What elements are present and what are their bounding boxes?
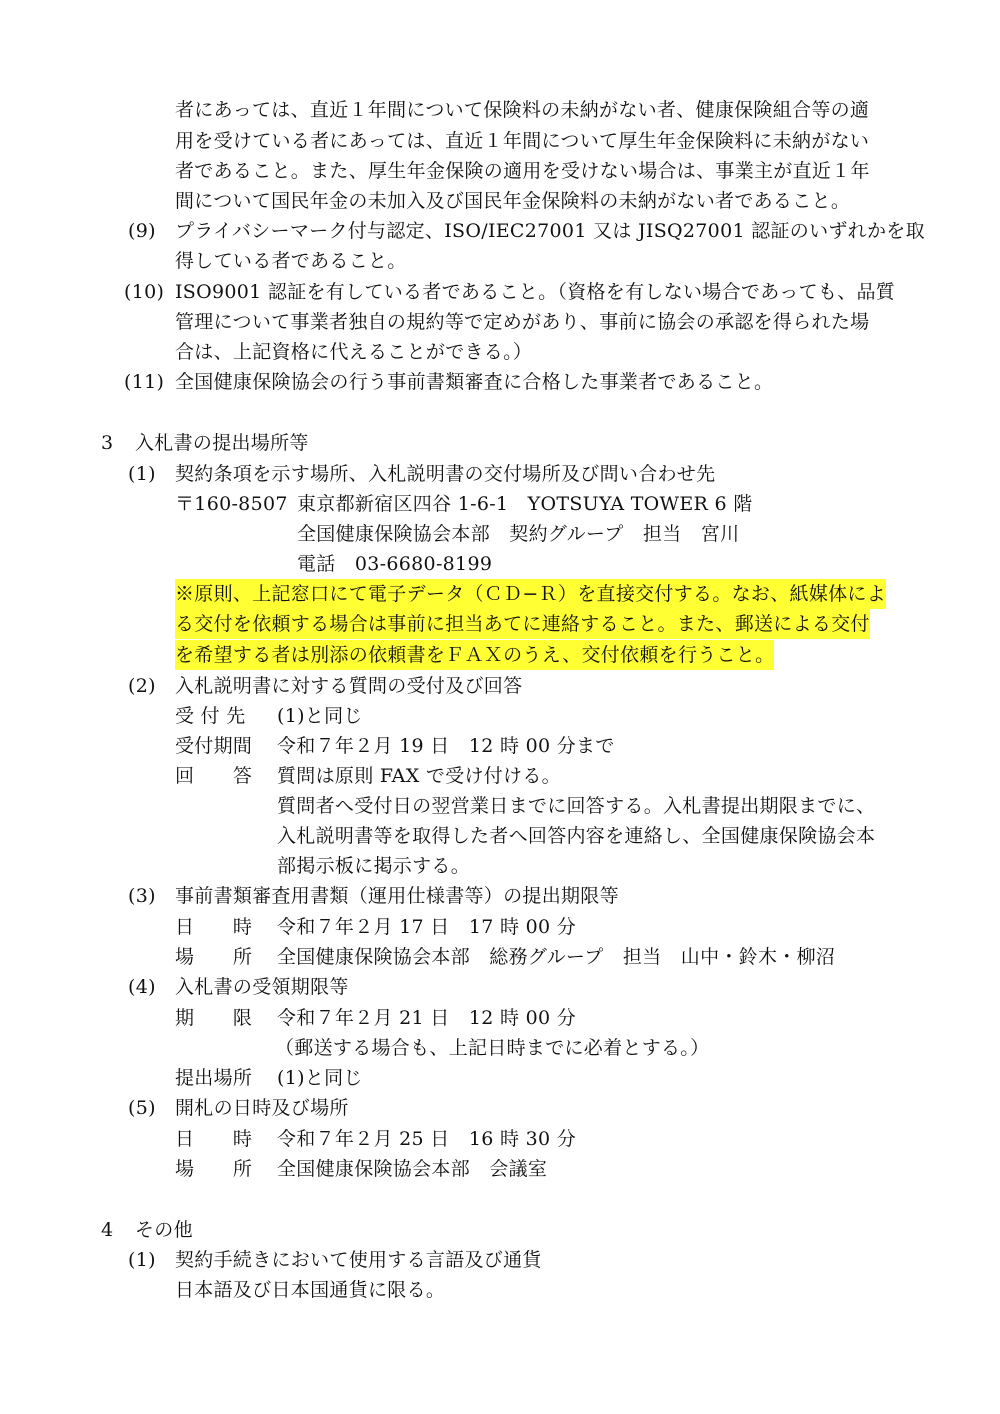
- highlighted-note: ※原則、上記窓口にて電子データ（ＣＤ−Ｒ）を直接交付する。なお、紙媒体によ: [175, 579, 886, 609]
- field-value: 令和７年２月 17 日 17 時 00 分: [277, 916, 577, 938]
- item-number: (1): [128, 463, 156, 485]
- field-value: 部掲示板に掲示する。: [277, 855, 471, 877]
- item-title: 契約手続きにおいて使用する言語及び通貨: [175, 1249, 542, 1271]
- body-line: 間について国民年金の未加入及び国民年金保険料の未納がない者であること。: [175, 190, 851, 212]
- field-value: 令和７年２月 19 日 12 時 00 分まで: [277, 735, 615, 757]
- field-value: 質問は原則 FAX で受け付ける。: [277, 765, 561, 787]
- contact-org: 全国健康保険協会本部 契約グループ 担当 宮川: [297, 523, 740, 545]
- item-number: (2): [128, 675, 156, 697]
- item-number: (1): [128, 1249, 156, 1271]
- body-line: 者であること。また、厚生年金保険の適用を受けない場合は、事業主が直近１年: [175, 160, 870, 182]
- field-label: 場 所: [175, 946, 253, 968]
- item-title: 開札の日時及び場所: [175, 1097, 349, 1119]
- field-value: （郵送する場合も、上記日時までに必着とする。）: [275, 1037, 710, 1059]
- field-value: (1)と同じ: [277, 705, 363, 727]
- body-line: 管理について事業者独自の規約等で定めがあり、事前に協会の承認を得られた場: [175, 311, 870, 333]
- field-label: 提出場所: [175, 1067, 253, 1089]
- field-label: 場 所: [175, 1158, 253, 1180]
- body-line: 得している者であること。: [175, 250, 407, 272]
- section-title: 入札書の提出場所等: [135, 432, 309, 454]
- item-title: 入札説明書に対する質問の受付及び回答: [175, 675, 523, 697]
- field-label: 回 答: [175, 765, 253, 787]
- item-number: (10): [124, 281, 165, 303]
- item-number: (4): [128, 976, 156, 998]
- item-number: (3): [128, 885, 156, 907]
- highlighted-note: る交付を依頼する場合は事前に担当あてに連絡すること。また、郵送による交付: [175, 609, 870, 639]
- item-number: (5): [128, 1097, 156, 1119]
- field-label: 日 時: [175, 1128, 253, 1150]
- section-number: 3: [101, 432, 114, 454]
- field-label: 受 付 先: [175, 705, 246, 727]
- item-title: 契約条項を示す場所、入札説明書の交付場所及び問い合わせ先: [175, 463, 716, 485]
- item-number: (9): [128, 220, 156, 242]
- address: 東京都新宿区四谷 1-6-1 YOTSUYA TOWER 6 階: [297, 493, 753, 515]
- field-label: 日 時: [175, 916, 253, 938]
- item-title: 事前書類審査用書類（運用仕様書等）の提出期限等: [175, 885, 619, 907]
- item-number: (11): [124, 371, 165, 393]
- field-value: 全国健康保険協会本部 総務グループ 担当 山中・鈴木・柳沼: [277, 946, 836, 968]
- body-line: ISO9001 認証を有している者であること。（資格を有しない場合であっても、品質: [175, 281, 896, 303]
- field-value: (1)と同じ: [277, 1067, 363, 1089]
- field-value: 全国健康保険協会本部 会議室: [277, 1158, 548, 1180]
- body-line: 全国健康保険協会の行う事前書類審査に合格した事業者であること。: [175, 371, 774, 393]
- body-line: 者にあっては、直近１年間について保険料の未納がない者、健康保険組合等の適: [175, 99, 870, 121]
- body-line: 用を受けている者にあっては、直近１年間について厚生年金保険料に未納がない: [175, 130, 870, 152]
- section-title: その他: [135, 1219, 193, 1241]
- field-value: 入札説明書等を取得した者へ回答内容を連絡し、全国健康保険協会本: [277, 825, 876, 847]
- section-number: 4: [101, 1219, 114, 1241]
- item-title: 入札書の受領期限等: [175, 976, 349, 998]
- field-label: 受付期間: [175, 735, 253, 757]
- field-value: 令和７年２月 25 日 16 時 30 分: [277, 1128, 577, 1150]
- field-label: 期 限: [175, 1007, 253, 1029]
- body-line: 日本語及び日本国通貨に限る。: [175, 1279, 446, 1301]
- body-line: 合は、上記資格に代えることができる。）: [175, 341, 533, 363]
- contact-tel: 電話 03-6680-8199: [297, 553, 493, 575]
- field-value: 質問者へ受付日の翌営業日までに回答する。入札書提出期限までに、: [277, 795, 876, 817]
- postal-code: 〒160-8507: [175, 493, 288, 515]
- body-line: プライバシーマーク付与認定、ISO/IEC27001 又は JISQ27001 認証のいずれかを取: [175, 220, 925, 242]
- field-value: 令和７年２月 21 日 12 時 00 分: [277, 1007, 577, 1029]
- highlighted-note: を希望する者は別添の依頼書をＦＡＸのうえ、交付依頼を行うこと。: [175, 640, 774, 670]
